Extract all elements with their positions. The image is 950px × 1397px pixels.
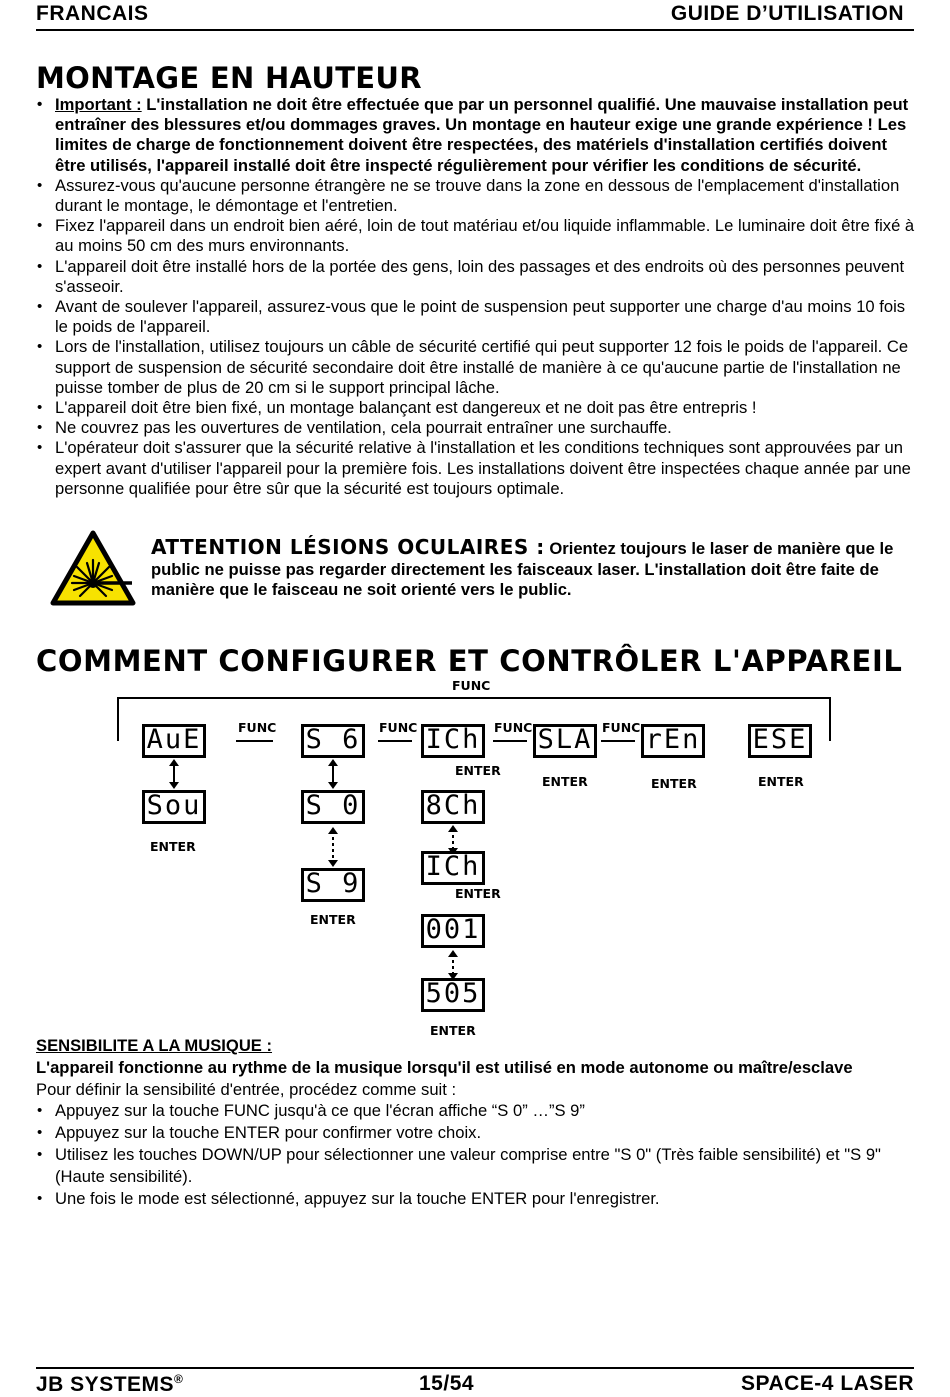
enter-label: ENTER bbox=[651, 776, 697, 791]
display-tst: ESE bbox=[748, 724, 812, 758]
list-item: • Appuyez sur la touche ENTER pour confirmer votre choix. bbox=[36, 1122, 916, 1144]
func-connector bbox=[378, 740, 412, 742]
func-label-top: FUNC bbox=[452, 678, 491, 693]
enter-label: ENTER bbox=[150, 839, 196, 854]
section-title-mounting: MONTAGE EN HAUTEUR bbox=[36, 61, 422, 95]
list-item: • L'appareil doit être bien fixé, un montage balançant est dangereux et ne doit pas être entrepris ! bbox=[36, 398, 916, 418]
display-ren: rEn bbox=[641, 724, 705, 758]
enter-label: ENTER bbox=[430, 1023, 476, 1038]
list-item: • Ne couvrez pas les ouvertures de ventilation, cela pourrait entraîner une surchauffe. bbox=[36, 418, 916, 438]
sensitivity-intro: Pour définir la sensibilité d'entrée, procédez comme suit : bbox=[36, 1079, 457, 1099]
page-number: 15/54 bbox=[419, 1372, 475, 1395]
footer-model: SPACE-4 LASER bbox=[741, 1372, 914, 1395]
sensitivity-steps bbox=[36, 1100, 916, 1209]
music-sensitivity-section bbox=[36, 1035, 916, 1209]
display-505: 505 bbox=[421, 978, 485, 1012]
footer-brand: JB SYSTEMS® bbox=[36, 1372, 184, 1396]
enter-label: ENTER bbox=[455, 886, 501, 901]
list-item: • Lors de l'installation, utilisez toujours un câble de sécurité certifié qui peut supporter 12 fois le poids de l'appareil. Ce support de suspension de sécurité secondaire doit être installé de manière à ce qu'aucune partie de l'installation ne puisse tomber de plus de 20 cm si le support principal lâche. bbox=[36, 337, 916, 398]
footer-rule bbox=[36, 1367, 914, 1369]
enter-label: ENTER bbox=[455, 763, 501, 778]
display-aut: AuE bbox=[142, 724, 206, 758]
menu-flow-diagram bbox=[0, 670, 950, 1050]
list-item: • L'opérateur doit s'assurer que la sécurité relative à l'installation et les conditions techniques sont approuvées par un expert avant d'utiliser l'appareil pour la première fois. Les installations doivent être inspectées chaque année par une personne qualifiée pour être sûr que la sécurité est toujours optimale. bbox=[36, 438, 916, 499]
func-label: FUNC bbox=[602, 720, 641, 735]
double-arrow-icon bbox=[167, 759, 181, 789]
double-arrow-icon bbox=[326, 759, 340, 789]
header-rule bbox=[36, 29, 914, 31]
important-label: Important : bbox=[55, 95, 142, 114]
display-8ch: 8Ch bbox=[421, 790, 485, 824]
double-arrow-dotted-icon bbox=[326, 827, 340, 867]
func-label: FUNC bbox=[238, 720, 277, 735]
eye-warning-title: ATTENTION LÉSIONS OCULAIRES : bbox=[151, 535, 545, 559]
double-arrow-dotted-icon bbox=[446, 950, 460, 980]
enter-label: ENTER bbox=[310, 912, 356, 927]
func-label: FUNC bbox=[379, 720, 418, 735]
mounting-list bbox=[36, 95, 916, 499]
enter-label: ENTER bbox=[542, 774, 588, 789]
important-text: L'installation ne doit être effectuée que par un personnel qualifié. Une mauvaise installation peut entraîner des blessures et/ou dommages graves. Un montage en hauteur exige une grande expérience ! Les limites de charge de fonctionnement doivent être respectées, des matériels d'installation certifiés doivent être utilisés, l'appareil installé doit être inspecté régulièrement pour vérifier les conditions de sécurité. bbox=[55, 95, 909, 175]
display-ich-2: ICh bbox=[421, 851, 485, 885]
list-item: • Fixez l'appareil dans un endroit bien aéré, loin de tout matériau et/ou liquide inflammable. Le luminaire doit être fixé à au moins 50 cm des murs environnants. bbox=[36, 216, 916, 256]
display-ich: ICh bbox=[421, 724, 485, 758]
display-s9: S 9 bbox=[301, 868, 365, 902]
func-connector bbox=[493, 740, 527, 742]
section-title-sensitivity: SENSIBILITE A LA MUSIQUE : bbox=[36, 1036, 273, 1055]
enter-label: ENTER bbox=[758, 774, 804, 789]
laser-warning-icon bbox=[50, 530, 136, 606]
display-sla: SLA bbox=[533, 724, 597, 758]
sensitivity-subtitle: L'appareil fonctionne au rythme de la musique lorsqu'il est utilisé en mode autonome ou maître/esclave bbox=[36, 1057, 853, 1077]
func-connector bbox=[601, 740, 635, 742]
func-label: FUNC bbox=[494, 720, 533, 735]
header-left: FRANCAIS bbox=[36, 2, 149, 25]
header-right: GUIDE D’UTILISATION bbox=[670, 2, 904, 25]
list-item: • Avant de soulever l'appareil, assurez-vous que le point de suspension peut supporter une charge d'au moins 10 fois le poids de l'appareil. bbox=[36, 297, 916, 337]
section-title-configure: COMMENT CONFIGURER ET CONTRÔLER L'APPAREIL bbox=[36, 644, 903, 678]
list-item: • Utilisez les touches DOWN/UP pour sélectionner une valeur comprise entre "S 0" (Très faible sensibilité) et "S 9" (Haute sensibilité). bbox=[36, 1144, 916, 1188]
list-item: • Assurez-vous qu'aucune personne étrangère ne se trouve dans la zone en dessous de l'emplacement d'installation durant le montage, le démontage et l'entretien. bbox=[36, 176, 916, 216]
list-item: • Appuyez sur la touche FUNC jusqu'à ce que l'écran affiche “S 0” …”S 9” bbox=[36, 1100, 916, 1122]
display-s6: S 6 bbox=[301, 724, 365, 758]
list-item: • Une fois le mode est sélectionné, appuyez sur la touche ENTER pour l'enregistrer. bbox=[36, 1188, 916, 1210]
eye-warning-text: Orientez toujours le laser de manière que le public ne puisse pas regarder directement les faisceaux laser. L'installation doit être faite de manière que le faisceau ne soit orienté vers le public. bbox=[151, 539, 894, 599]
display-001: 001 bbox=[421, 914, 485, 948]
display-sou: Sou bbox=[142, 790, 206, 824]
list-item: • L'appareil doit être installé hors de la portée des gens, loin des passages et des endroits où des personnes peuvent s'asseoir. bbox=[36, 257, 916, 297]
display-s0: S 0 bbox=[301, 790, 365, 824]
eye-warning bbox=[151, 537, 914, 601]
func-connector bbox=[236, 740, 273, 742]
list-item bbox=[36, 95, 916, 176]
